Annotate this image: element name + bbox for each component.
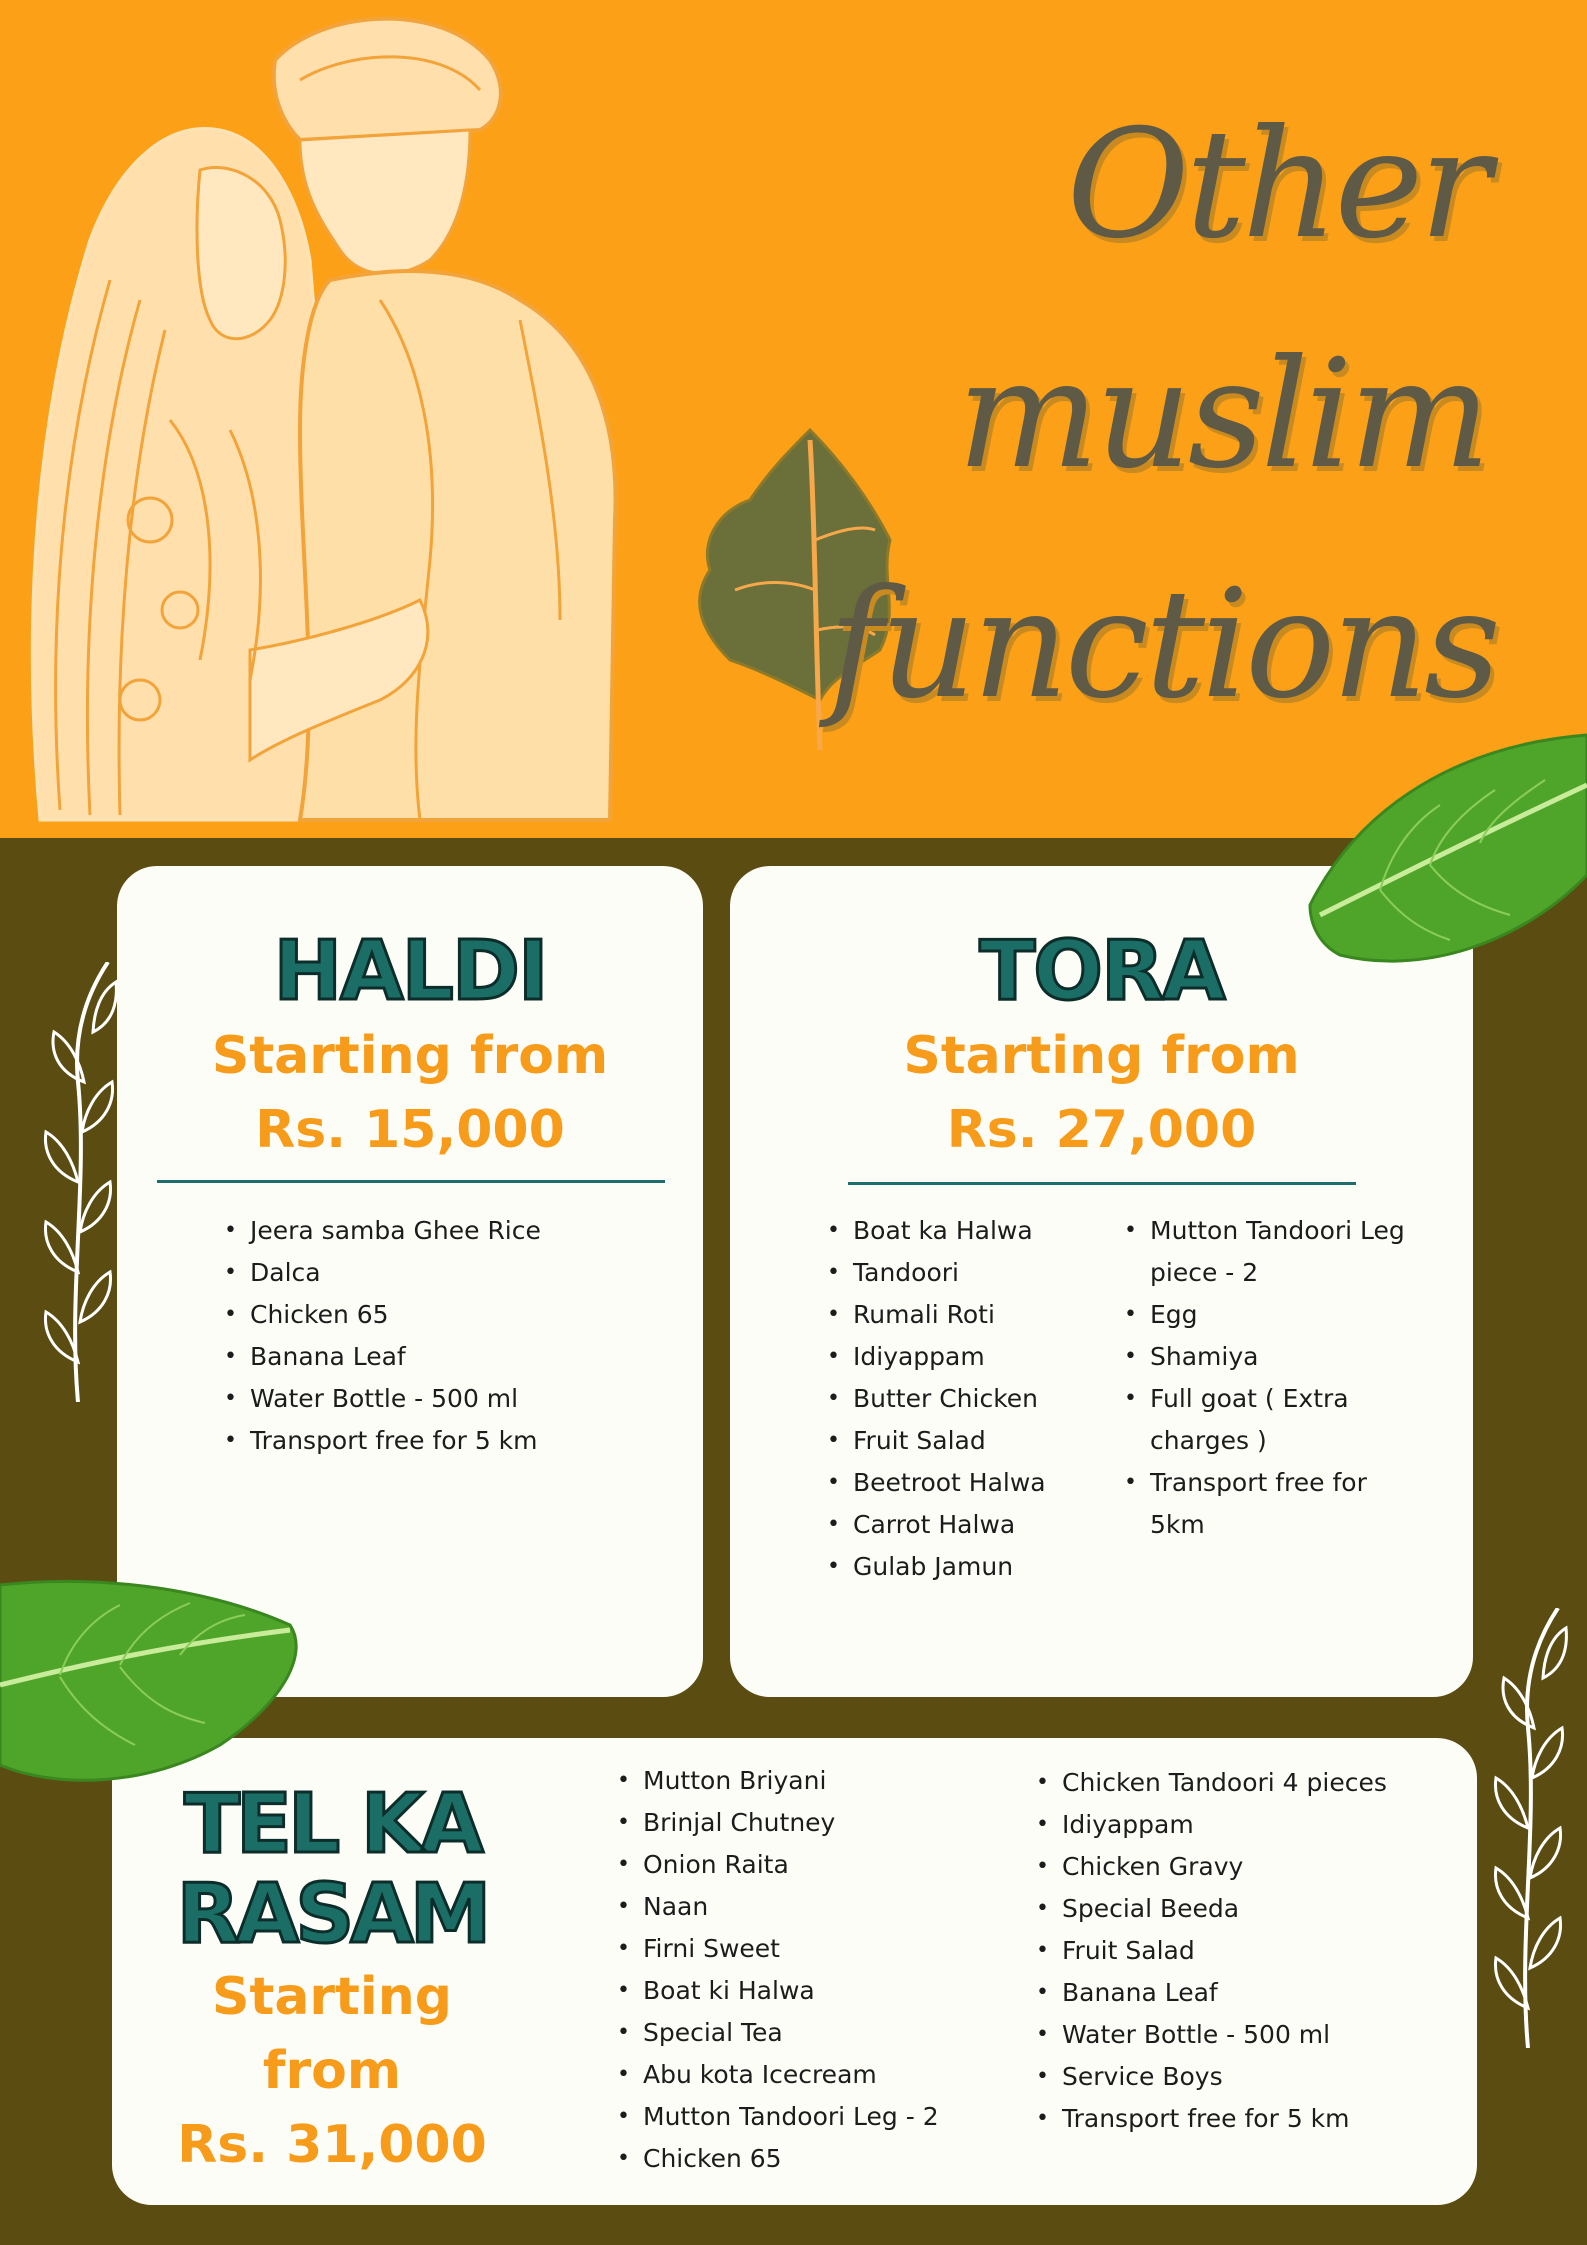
menu-list-column-2 <box>1122 1210 1422 1546</box>
vine-sprig-icon <box>38 962 118 1402</box>
list-item: • Firni Sweet <box>615 1928 1025 1970</box>
list-item: • Fruit Salad <box>825 1420 1115 1462</box>
vine-sprig-icon <box>1488 1608 1568 2048</box>
menu-list-column-1 <box>615 1738 1025 2180</box>
list-item: • Transport free for 5 km <box>222 1420 682 1462</box>
list-item: • Dalca <box>222 1252 682 1294</box>
list-item: • Chicken 65 <box>615 2138 1025 2180</box>
package-price <box>152 1960 512 2182</box>
divider <box>157 1180 665 1183</box>
package-price <box>730 1019 1473 1167</box>
list-item: • Chicken Tandoori 4 pieces <box>1034 1762 1454 1804</box>
package-card-tel-ka-rasam <box>112 1738 1477 2205</box>
mint-leaf-icon <box>1300 725 1587 995</box>
list-item: • Fruit Salad <box>1034 1930 1454 1972</box>
list-item: • Boat ka Halwa <box>825 1210 1115 1252</box>
list-item: • Tandoori <box>825 1252 1115 1294</box>
list-item: • Transport free for 5km <box>1122 1462 1422 1546</box>
starting-label: Starting from <box>212 1967 452 2101</box>
menu-list-column-1 <box>825 1210 1115 1588</box>
price-value: Rs. 31,000 <box>177 2115 487 2175</box>
list-item: • Chicken 65 <box>222 1294 682 1336</box>
list-item: • Service Boys <box>1034 2056 1454 2098</box>
mint-leaf-icon <box>0 1565 310 1805</box>
hero-banner <box>0 0 1587 838</box>
list-item: • Mutton Briyani <box>615 1760 1025 1802</box>
list-item: • Boat ki Halwa <box>615 1970 1025 2012</box>
couple-line-art-icon <box>0 0 640 838</box>
list-item: • Abu kota Icecream <box>615 2054 1025 2096</box>
list-item: • Special Tea <box>615 2012 1025 2054</box>
list-item: • Gulab Jamun <box>825 1546 1115 1588</box>
page-title-line-2: functions <box>828 558 1497 732</box>
menu-list <box>222 1210 682 1462</box>
list-item: • Rumali Roti <box>825 1294 1115 1336</box>
list-item: • Mutton Tandoori Leg piece - 2 <box>1122 1210 1422 1294</box>
list-item: • Jeera samba Ghee Rice <box>222 1210 682 1252</box>
list-item: • Egg <box>1122 1294 1422 1336</box>
list-item: • Shamiya <box>1122 1336 1422 1378</box>
package-name: TORA <box>979 924 1224 1019</box>
list-item: • Water Bottle - 500 ml <box>1034 2014 1454 2056</box>
list-item: • Beetroot Halwa <box>825 1462 1115 1504</box>
list-item: • Brinjal Chutney <box>615 1802 1025 1844</box>
list-item: • Water Bottle - 500 ml <box>222 1378 682 1420</box>
page-title <box>607 70 1507 760</box>
list-item: • Carrot Halwa <box>825 1504 1115 1546</box>
page-title-line-1: Other muslim <box>956 98 1487 502</box>
list-item: • Chicken Gravy <box>1034 1846 1454 1888</box>
list-item: • Banana Leaf <box>222 1336 682 1378</box>
list-item: • Onion Raita <box>615 1844 1025 1886</box>
price-value: Rs. 27,000 <box>946 1100 1257 1160</box>
package-name: HALDI <box>273 924 547 1019</box>
list-item: • Full goat ( Extra charges ) <box>1122 1378 1422 1462</box>
list-item: • Butter Chicken <box>825 1378 1115 1420</box>
list-item: • Special Beeda <box>1034 1888 1454 1930</box>
menu-list-column-2 <box>1034 1738 1454 2140</box>
list-item: • Mutton Tandoori Leg - 2 <box>615 2096 1025 2138</box>
package-name-line-2: RASAM <box>176 1867 488 1962</box>
divider <box>848 1182 1356 1185</box>
starting-label: Starting from <box>903 1026 1300 1086</box>
package-name-line-1: TEL KA <box>184 1777 480 1872</box>
list-item: • Idiyappam <box>1034 1804 1454 1846</box>
package-name <box>162 1777 502 1962</box>
list-item: • Transport free for 5 km <box>1034 2098 1454 2140</box>
package-price <box>117 1019 703 1167</box>
starting-label: Starting from <box>211 1026 609 1086</box>
price-value: Rs. 15,000 <box>255 1100 565 1160</box>
list-item: • Naan <box>615 1886 1025 1928</box>
list-item: • Banana Leaf <box>1034 1972 1454 2014</box>
list-item: • Idiyappam <box>825 1336 1115 1378</box>
